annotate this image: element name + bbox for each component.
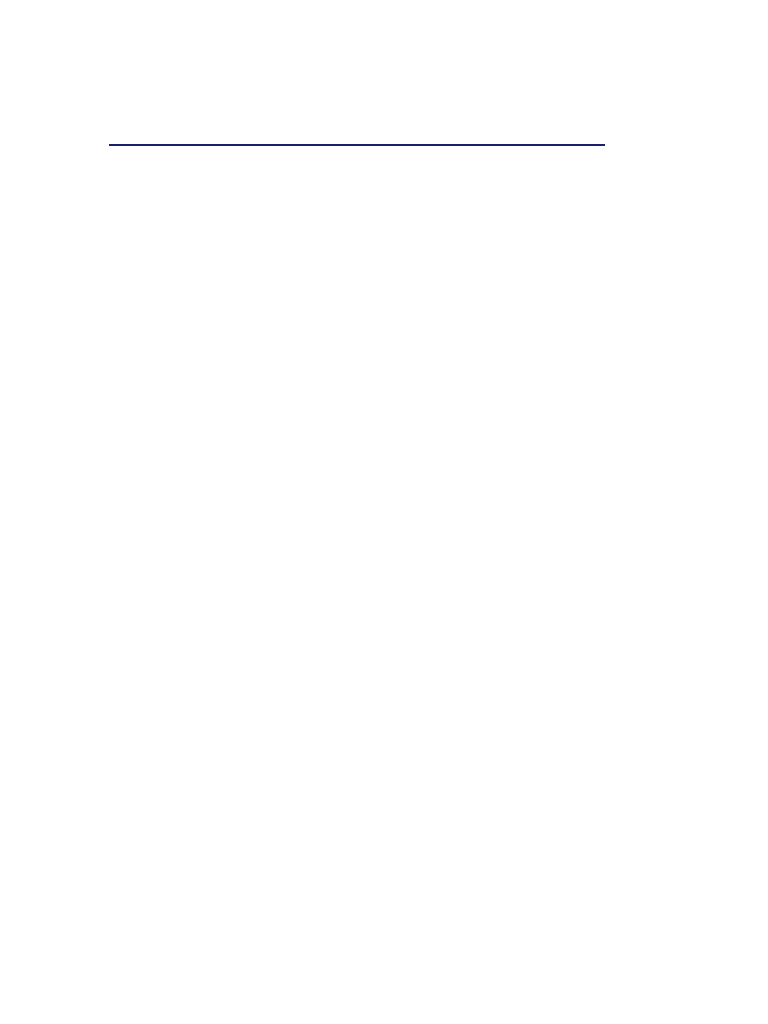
title-underline [109, 144, 605, 146]
